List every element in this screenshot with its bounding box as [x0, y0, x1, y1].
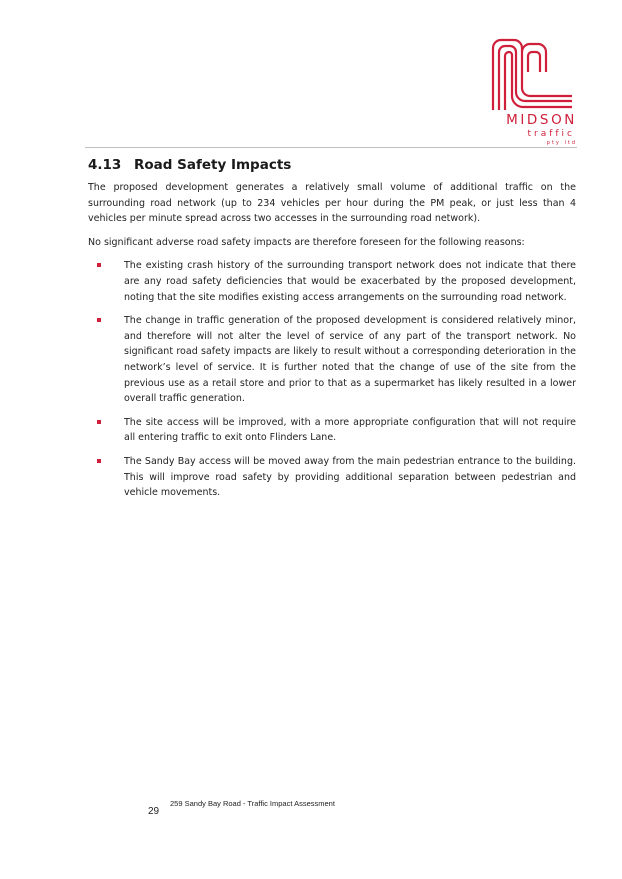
list-item-text: The change in traffic generation of the proposed development is considered relatively minor, and therefore will not alter the level of service of any part of the transport network. No significant road safety impacts are likely to result without a corresponding deterioration in the network’s level of service. It is further noted that the change of use of the site from the previous use as a retail store and prior to that as a supermarket has likely resulted in a lower overall traffic generation.	[124, 315, 576, 405]
list-item	[88, 313, 576, 407]
square-bullet-icon	[97, 459, 101, 463]
section-body	[88, 180, 576, 509]
list-item-text: The Sandy Bay access will be moved away from the main pedestrian entrance to the building. This will improve road safety by providing additional separation between pedestrian and vehicle movements.	[124, 455, 576, 499]
list-item-text: The existing crash history of the surrounding transport network does not indicate that there are any road safety deficiencies that would be exacerbated by the proposed development, noting that the site modifies existing access arrangements on the surrounding road network.	[124, 260, 576, 303]
section-number: 4.13	[88, 157, 122, 173]
midson-logo-mark-icon	[490, 38, 572, 110]
square-bullet-icon	[97, 318, 101, 322]
list-item	[88, 415, 576, 446]
intro-paragraph: The proposed development generates a relatively small volume of additional traffic on the surrounding road network (up to 234 vehicles per hour during the PM peak, or just less than 4 vehicles per minute spread across two accesses in the surrounding road network).	[88, 182, 576, 225]
section-title: Road Safety Impacts	[134, 157, 292, 173]
logo-subtitle: traffic	[527, 129, 575, 139]
header-divider	[85, 147, 577, 148]
list-item-text: The site access will be improved, with a more appropriate configuration that will not require all entering traffic to exit onto Flinders Lane.	[124, 416, 576, 444]
reasons-list	[88, 258, 576, 500]
list-item	[88, 454, 576, 501]
footer-title: 259 Sandy Bay Road - Traffic Impact Assessment	[170, 799, 335, 808]
lead-in-paragraph: No significant adverse road safety impacts are therefore foreseen for the following reasons:	[88, 236, 525, 248]
list-item	[88, 258, 576, 305]
logo-subtitle-small: pty ltd	[546, 140, 577, 146]
square-bullet-icon	[97, 420, 101, 424]
square-bullet-icon	[97, 263, 101, 267]
page-number: 29	[148, 806, 160, 817]
section-heading	[88, 157, 291, 173]
logo-wordmark: MIDSON	[506, 112, 577, 128]
